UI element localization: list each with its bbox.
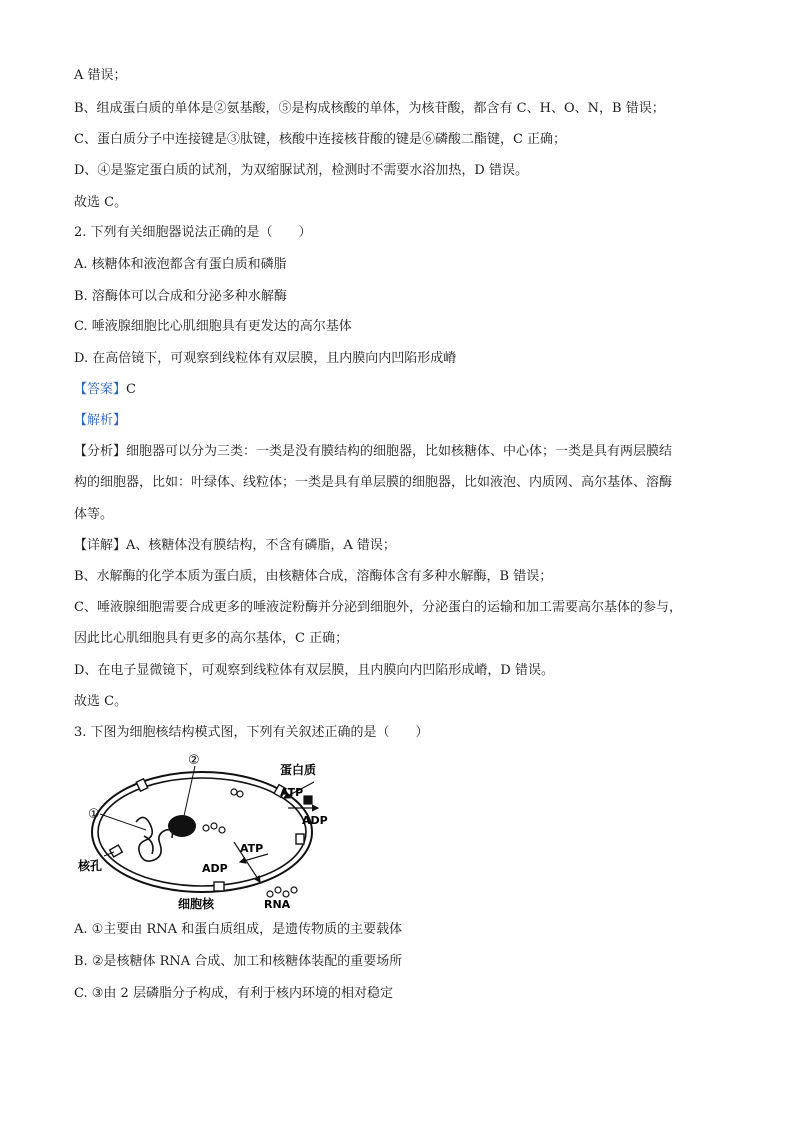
question-2-stem: 2. 下列有关细胞器说法正确的是（ ） [74,225,312,240]
text-line: C、蛋白质分子中连接键是③肽键，核酸中连接核苷酸的键是⑥磷酸二酯键，C 正确； [74,132,567,147]
text-line: C、唾液腺细胞需要合成更多的唾液淀粉酶并分泌到细胞外，分泌蛋白的运输和加工需要高尔基体的参与， [74,600,682,615]
text-line: A 错误； [74,68,127,83]
fenxi-line-1 [74,443,672,461]
option-d: D. 在高倍镜下，可观察到线粒体有双层膜，且内膜向内凹陷形成嵴 [74,351,457,366]
q3-option-a: A. ①主要由 RNA 和蛋白质组成，是遗传物质的主要载体 [74,922,403,937]
label-1-pointer [100,814,146,830]
answer-label: 【答案】 [74,382,127,397]
text-line: 因此比心肌细胞具有更多的高尔基体，C 正确； [74,631,349,646]
diagram-label-protein: 蛋白质 [280,763,317,777]
answer-value: C [126,382,136,397]
chromatin [136,817,172,861]
text-line: D、在电子显微镜下，可观察到线粒体有双层膜，且内膜向内凹陷形成嵴，D 错误。 [74,663,554,678]
fenxi-line-2: 构的细胞器，比如：叶绿体、线粒体；一类是具有单层膜的细胞器，比如液泡、内质网、高尔基体、溶酶 [74,475,673,490]
text-line: D、④是鉴定蛋白质的试剂，为双缩脲试剂，检测时不需要水浴加热，D 错误。 [74,163,528,178]
option-b: B. 溶酶体可以合成和分泌多种水解酶 [74,289,287,304]
nucleus-diagram [74,750,364,910]
xiangjie-line [74,537,396,555]
diagram-label-rna: RNA [264,898,291,910]
text-line: B、组成蛋白质的单体是②氨基酸，⑤是构成核酸的单体，为核苷酸，都含有 C、H、O、N，B 错误； [74,101,665,116]
text-line: 故选 C。 [74,694,128,709]
diagram-label-nucleus: 细胞核 [178,897,215,910]
fenxi-line-3: 体等。 [74,507,114,522]
option-c: C. 唾液腺细胞比心肌细胞具有更发达的高尔基体 [74,319,352,334]
fenxi-label: 【分析】 [74,444,127,459]
analysis-label: 【解析】 [74,413,127,428]
xiangjie-label: 【详解】 [74,538,127,553]
answer-line [74,381,136,399]
text-line: 故选 C。 [74,195,128,210]
xiangjie-text: A、核糖体没有膜结构，不含有磷脂，A 错误； [126,538,396,553]
diagram-label-2: ② [188,753,200,768]
diagram-label-1: ① [88,807,100,822]
diagram-label-pore: 核孔 [78,859,103,873]
diagram-label-atp-mid: ATP [240,842,264,855]
diagram-label-adp-mid: ADP [202,862,228,875]
diagram-label-adp-top: ADP [302,814,328,827]
q3-option-c: C. ③由 2 层磷脂分子构成，有利于核内环境的相对稳定 [74,986,393,1001]
question-3-stem: 3. 下图为细胞核结构模式图，下列有关叙述正确的是（ ） [74,725,429,740]
fenxi-text: 细胞器可以分为三类：一类是没有膜结构的细胞器，比如核糖体、中心体；一类是具有两层膜结 [126,444,673,459]
q3-option-b: B. ②是核糖体 RNA 合成、加工和核糖体装配的重要场所 [74,954,403,969]
option-a: A. 核糖体和液泡都含有蛋白质和磷脂 [74,257,287,272]
diagram-label-atp-top: ATP [280,786,304,799]
text-line: B、水解酶的化学本质为蛋白质，由核糖体合成，溶酶体含有多种水解酶，B 错误； [74,569,553,584]
